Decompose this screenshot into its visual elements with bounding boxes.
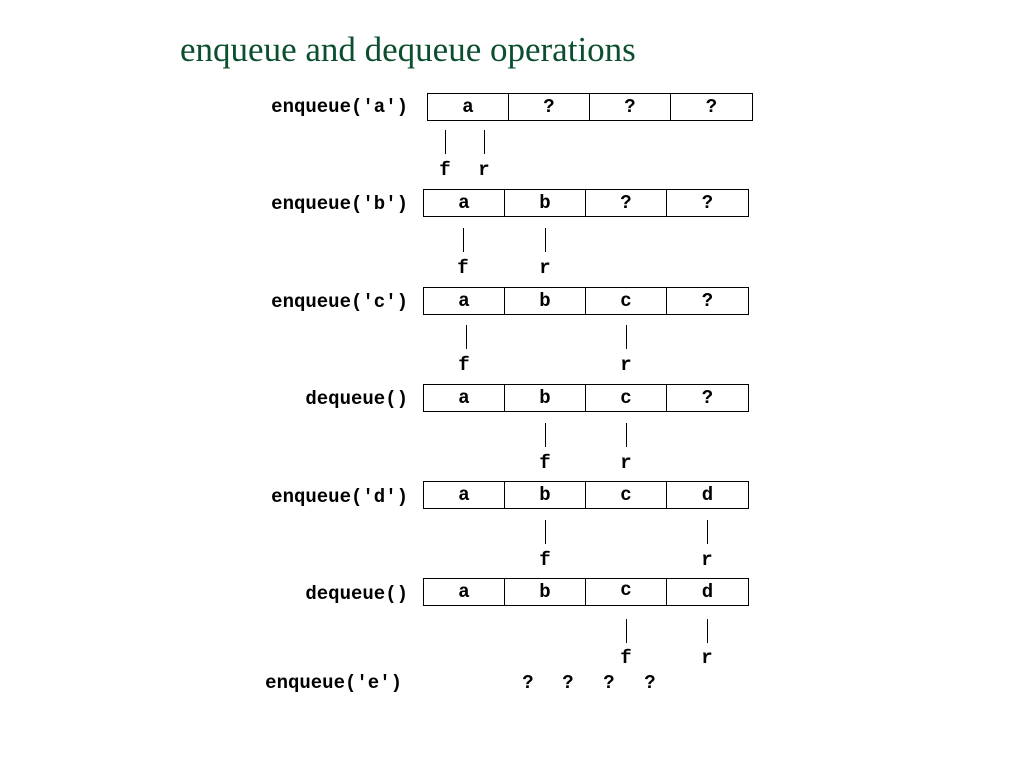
rear-pointer-label: r [701,549,713,571]
rear-pointer-label: r [701,647,713,669]
rear-pointer-line [626,423,627,447]
queue-cell: b [505,288,586,314]
front-pointer-line [545,423,546,447]
queue-array [427,93,753,121]
front-pointer-line [466,325,467,349]
queue-array [423,578,749,606]
queue-cell: a [424,288,505,314]
queue-array [423,189,749,217]
operation-label: enqueue('c') [271,291,408,313]
queue-cell: c [586,579,667,605]
queue-cell: a [424,482,505,508]
unknown-mark: ? [603,672,615,694]
front-pointer-line [626,619,627,643]
front-pointer-label: f [620,647,632,669]
operation-label: enqueue('a') [271,96,408,118]
queue-cell: ? [586,190,667,216]
queue-cell: ? [701,192,714,214]
queue-cell: c [586,385,667,411]
queue-cell: ? [590,94,671,120]
front-pointer-label: f [458,354,470,376]
queue-array [423,287,749,315]
rear-pointer-label: r [620,354,632,376]
operation-label: enqueue('d') [271,486,408,508]
rear-pointer-line [484,130,485,154]
rear-pointer-label: r [539,257,551,279]
queue-cell: a [428,94,509,120]
operation-label: dequeue() [305,388,408,410]
front-pointer-line [463,228,464,252]
front-pointer-label: f [439,159,451,181]
rear-pointer-label: r [478,159,490,181]
unknown-mark: ? [522,672,534,694]
queue-cell: b [505,482,586,508]
queue-cell: b [505,385,586,411]
unknown-mark: ? [562,672,574,694]
queue-cell: d [701,484,714,506]
queue-cell: ? [701,290,714,312]
queue-array [423,481,749,509]
operation-label: enqueue('e') [265,672,402,694]
queue-cell: a [424,579,505,605]
rear-pointer-line [626,325,627,349]
rear-pointer-line [707,520,708,544]
unknown-mark: ? [644,672,656,694]
queue-cell: d [701,581,714,603]
slide-title: enqueue and dequeue operations [180,30,636,69]
queue-cell: c [586,288,667,314]
queue-cell: a [424,190,505,216]
queue-cell: c [586,482,667,508]
operation-label: dequeue() [305,583,408,605]
front-pointer-line [445,130,446,154]
queue-array [423,384,749,412]
rear-pointer-line [545,228,546,252]
operation-label: enqueue('b') [271,193,408,215]
rear-pointer-label: r [620,452,632,474]
front-pointer-label: f [539,452,551,474]
queue-cell: a [424,385,505,411]
queue-cell: b [505,579,586,605]
queue-cell: ? [701,387,714,409]
queue-cell: ? [509,94,590,120]
queue-cell: ? [705,96,718,118]
front-pointer-label: f [539,549,551,571]
queue-cell: b [505,190,586,216]
front-pointer-label: f [457,257,469,279]
rear-pointer-line [707,619,708,643]
front-pointer-line [545,520,546,544]
